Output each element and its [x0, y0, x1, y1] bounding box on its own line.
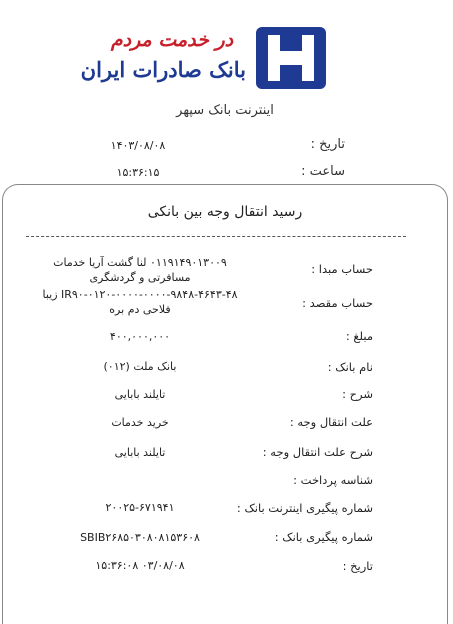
dashed-divider	[26, 236, 406, 237]
transaction-date-value: ۰۳/۰۸/۰۸ ۱۵:۳۶:۰۸	[95, 559, 185, 572]
brand-slogan: در خدمت مردم	[110, 29, 234, 51]
time-value: ۱۵:۳۶:۱۵	[116, 166, 160, 179]
page-subtitle: اینترنت بانک سپهر	[176, 103, 274, 118]
source-account-label: حساب مبدا :	[311, 262, 373, 276]
destination-account-value: IR۹۰-۰۱۲۰-۰۰۰۰-۰۰۰۰-۹۸۴۸-۴۶۴۳-۴۸ زیبا فلاحی دم بره	[42, 288, 238, 316]
date-label: تاریخ :	[310, 137, 345, 152]
bank-name-value: بانک ملت (۰۱۲)	[103, 360, 177, 373]
internet-bank-tracking-value: ۲۰۰۲۵-۶۷۱۹۴۱	[105, 501, 175, 514]
destination-account-label: حساب مقصد :	[302, 296, 373, 310]
receipt-title: رسید انتقال وجه بین بانکی	[147, 204, 303, 220]
brand-name: بانک صادرات ایران	[80, 57, 246, 82]
amount-label: مبلغ :	[345, 329, 373, 343]
transfer-reason-description-label: شرح علت انتقال وجه :	[262, 445, 373, 459]
bank-saderat-logo-icon	[256, 27, 326, 89]
source-account-value: ۰۱۱۹۱۴۹۰۱۳۰۰۹ لنا گشت آریا خدمات مسافرتی و گردشگری	[53, 256, 227, 284]
time-label: ساعت :	[301, 164, 345, 179]
internet-bank-tracking-label: شماره پیگیری اینترنت بانک :	[236, 501, 373, 515]
transfer-reason-value: خرید خدمات	[111, 416, 169, 429]
bank-tracking-label: شماره پیگیری بانک :	[274, 530, 373, 544]
date-value: ۱۴۰۳/۰۸/۰۸	[110, 139, 166, 152]
description-label: شرح :	[342, 387, 373, 401]
bank-name-label: نام بانک :	[327, 360, 373, 374]
amount-value: ۴۰۰,۰۰۰,۰۰۰	[109, 330, 171, 343]
payment-id-label: شناسه پرداخت :	[293, 473, 373, 487]
description-value: تایلند بابایی	[114, 388, 166, 401]
transaction-date-label: تاریخ :	[342, 559, 373, 573]
transfer-reason-description-value: تایلند بابایی	[114, 446, 166, 459]
bank-tracking-value: SBIB۲۶۸۵۰۳۰۸۰۸۱۵۳۶۰۸	[80, 531, 200, 544]
transfer-reason-label: علت انتقال وجه :	[289, 415, 373, 429]
